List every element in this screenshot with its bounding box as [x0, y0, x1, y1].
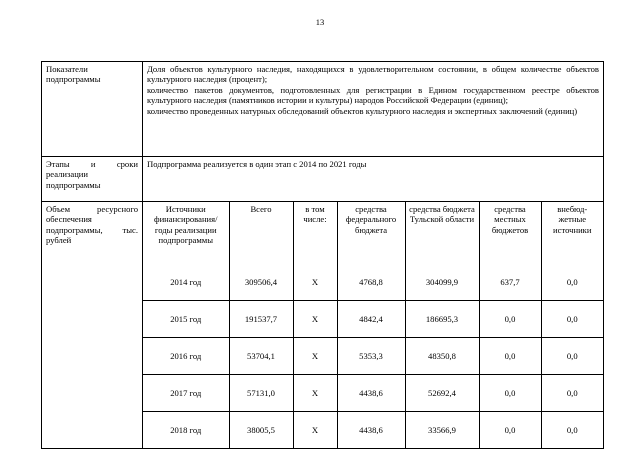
federal-cell: 4842,4 — [337, 301, 405, 338]
including-cell: X — [293, 301, 337, 338]
year-cell: 2018 год — [143, 412, 229, 449]
funding-table-cell — [143, 202, 604, 449]
header-total: Всего — [229, 202, 293, 264]
local-cell: 0,0 — [479, 412, 541, 449]
extrabudget-cell: 0,0 — [541, 412, 603, 449]
stages-label-rest: реализации подпрограммы — [46, 169, 101, 190]
page-number: 13 — [315, 17, 325, 27]
year-cell: 2014 год — [143, 264, 229, 301]
total-cell: 57131,0 — [229, 375, 293, 412]
funding-row — [42, 202, 604, 449]
federal-cell: 5353,3 — [337, 338, 405, 375]
indicators-content — [143, 62, 604, 157]
passport-table — [41, 61, 604, 449]
indicators-row — [42, 62, 604, 157]
table-row — [143, 338, 603, 375]
stages-row — [42, 157, 604, 202]
regional-cell: 52692,4 — [405, 375, 479, 412]
header-sources: Источники финансирования/ годы реализации подпрограммы — [143, 202, 229, 264]
extrabudget-cell: 0,0 — [541, 338, 603, 375]
year-cell: 2015 год — [143, 301, 229, 338]
local-cell: 0,0 — [479, 375, 541, 412]
funding-label-rest: рублей — [46, 235, 72, 246]
extrabudget-cell: 0,0 — [541, 375, 603, 412]
total-cell: 191537,7 — [229, 301, 293, 338]
table-row — [143, 375, 603, 412]
indicator-line-1: Доля объектов культурного наследия, находящихся в удовлетворительном состоянии, в общем количестве объектов культурного наследия (процент); — [147, 64, 599, 85]
local-cell: 637,7 — [479, 264, 541, 301]
including-cell: X — [293, 375, 337, 412]
federal-cell: 4438,6 — [337, 412, 405, 449]
year-cell: 2016 год — [143, 338, 229, 375]
stages-text: Подпрограмма реализуется в один этап с 2014 по 2021 годы — [143, 157, 604, 202]
indicators-label: Показатели подпрограммы — [42, 62, 143, 157]
local-cell: 0,0 — [479, 301, 541, 338]
table-row — [143, 301, 603, 338]
extrabudget-cell: 0,0 — [541, 264, 603, 301]
header-regional: средства бюджета Тульской области — [405, 202, 479, 264]
funding-header-row — [143, 202, 603, 264]
local-cell: 0,0 — [479, 338, 541, 375]
indicator-line-2: количество пакетов документов, подготовленных для регистрации в Едином государственном реестре объектов культурного наследия (памятников истории и культуры) народов Российской Федерации (единиц); — [147, 84, 599, 106]
funding-table — [143, 202, 603, 448]
total-cell: 38005,5 — [229, 412, 293, 449]
federal-cell: 4768,8 — [337, 264, 405, 301]
regional-cell: 304099,9 — [405, 264, 479, 301]
including-cell: X — [293, 338, 337, 375]
funding-label — [42, 202, 143, 449]
table-row — [143, 264, 603, 301]
including-cell: X — [293, 412, 337, 449]
funding-label-line2: обеспечения — [46, 214, 92, 225]
total-cell: 53704,1 — [229, 338, 293, 375]
indicator-line-3: количество проведенных натурных обследований объектов культурного наследия и экспертных заключений (единиц) — [147, 105, 578, 116]
header-federal: средства федерального бюджета — [337, 202, 405, 264]
year-cell: 2017 год — [143, 375, 229, 412]
stages-label — [42, 157, 143, 202]
funding-label-line3: подпрограммы, тыс. — [46, 224, 138, 235]
header-local: средства местных бюджетов — [479, 202, 541, 264]
regional-cell: 33566,9 — [405, 412, 479, 449]
extrabudget-cell: 0,0 — [541, 301, 603, 338]
table-row — [143, 412, 603, 449]
regional-cell: 48350,8 — [405, 338, 479, 375]
funding-label-line1: Объем ресурсного — [46, 204, 138, 214]
header-extrabudget: внебюд-жетные источники — [541, 202, 603, 264]
stages-label-line1: Этапы и сроки — [46, 159, 138, 169]
including-cell: X — [293, 264, 337, 301]
header-including: в том числе: — [293, 202, 337, 264]
total-cell: 309506,4 — [229, 264, 293, 301]
federal-cell: 4438,6 — [337, 375, 405, 412]
regional-cell: 186695,3 — [405, 301, 479, 338]
